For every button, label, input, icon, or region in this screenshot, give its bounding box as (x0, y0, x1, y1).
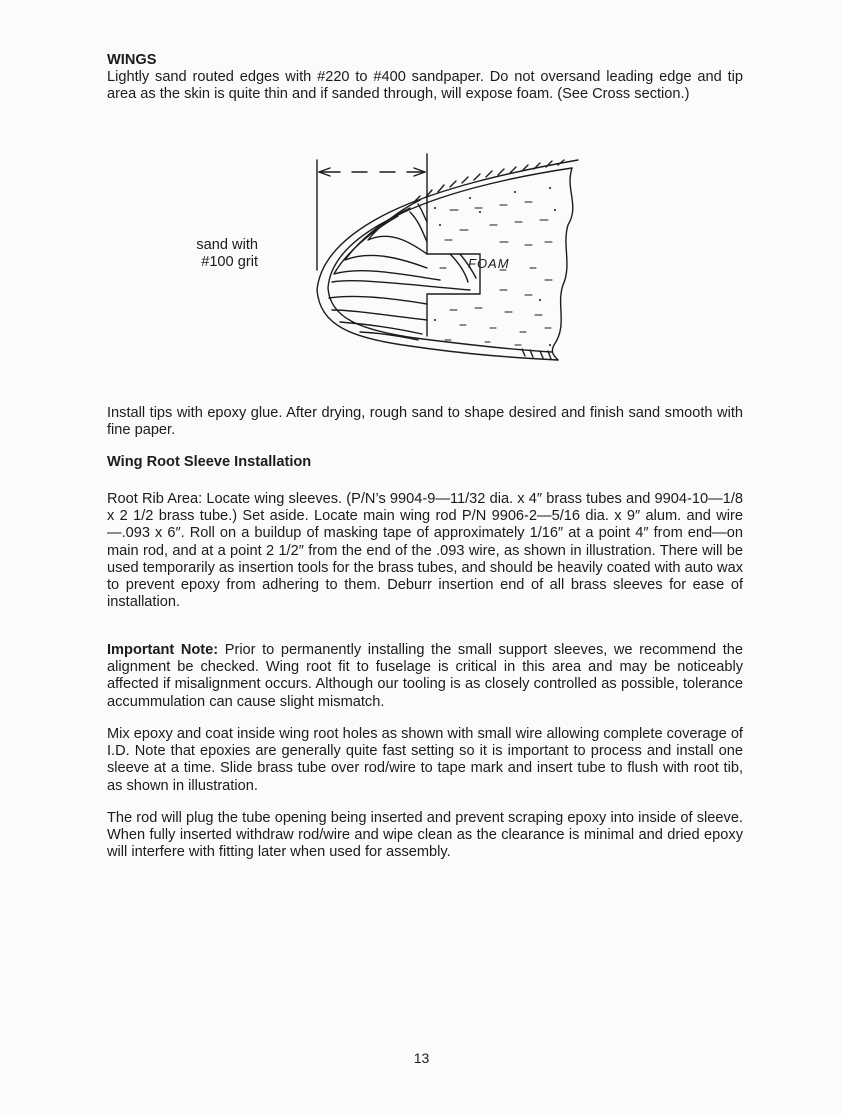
root-sleeve-heading-block (107, 454, 743, 471)
root-sleeve-paragraph: Root Rib Area: Locate wing sleeves. (P/N’s 9904-9—11/32 dia. x 4″ brass tubes and 9904-10—1/8 x 2 1/2 brass tube.) Set aside. Locate main wing rod P/N 9906-2—5/16 dia. x 9″ alum. and wire—.093 x 6″. Roll on a buildup of masking tape of approximately 1/16″ at a point 4″ from end—on main rod, and at a point 2 1/2″ from the end of the .093 wire, as shown in illustration. There will be used temporarily as insertion tools for the brass tubes, and should be heavily coated with auto wax to prevent epoxy from adhering to them. Deburr insertion end of all brass sleeves for ease of installation. (107, 491, 743, 611)
figure-label (150, 237, 258, 271)
mix-epoxy-section (107, 726, 743, 795)
important-note-section (107, 642, 743, 711)
wings-section (107, 52, 743, 104)
figure-label-line2: #100 grit (201, 254, 258, 271)
break-line (552, 168, 572, 360)
install-tips-section (107, 405, 743, 439)
wing-cross-section-diagram (300, 150, 590, 375)
important-note-label: Important Note: (107, 642, 219, 658)
rod-plug-paragraph: The rod will plug the tube opening being inserted and prevent scraping epoxy into inside of sleeve. When fully inserted withdraw rod/wire and wipe clean as the clearance is minimal and dried epoxy will interfere with fitting later when used for assembly. (107, 810, 743, 861)
wing-skin-outline (317, 160, 578, 360)
mix-epoxy-paragraph: Mix epoxy and coat inside wing root holes as shown with small wire allowing complete coverage of I.D. Note that epoxies are generally quite fast setting so it is important to process and install one sleeve at a time. Slide brass tube over rod/wire to tape mark and insert tube to flush with root tib, as shown in illustration. (107, 726, 743, 794)
figure-label-line1: sand with (196, 237, 258, 253)
wings-heading: WINGS (107, 52, 157, 68)
page-number: 13 (413, 1050, 430, 1066)
important-note-text: Prior to permanently installing the small support sleeves, we recommend the alignment be checked. Wing root fit to fuselage is critical in this area and may be noticeably affected if misalignment occurs. Although our tooling is as closely controlled as possible, tolerance accummulation can cause slight mismatch. (107, 642, 743, 710)
wings-paragraph: Lightly sand routed edges with #220 to #400 sandpaper. Do not oversand leading edge and tip area as the skin is quite thin and if sanded through, will expose foam. (See Cross section.) (107, 69, 743, 103)
root-sleeve-section (107, 491, 743, 611)
install-tips-paragraph: Install tips with epoxy glue. After drying, rough sand to shape desired and finish sand smooth with fine paper. (107, 405, 743, 439)
foam-label: FOAM (468, 256, 510, 271)
root-sleeve-heading: Wing Root Sleeve Installation (107, 454, 312, 470)
rod-plug-section (107, 810, 743, 862)
